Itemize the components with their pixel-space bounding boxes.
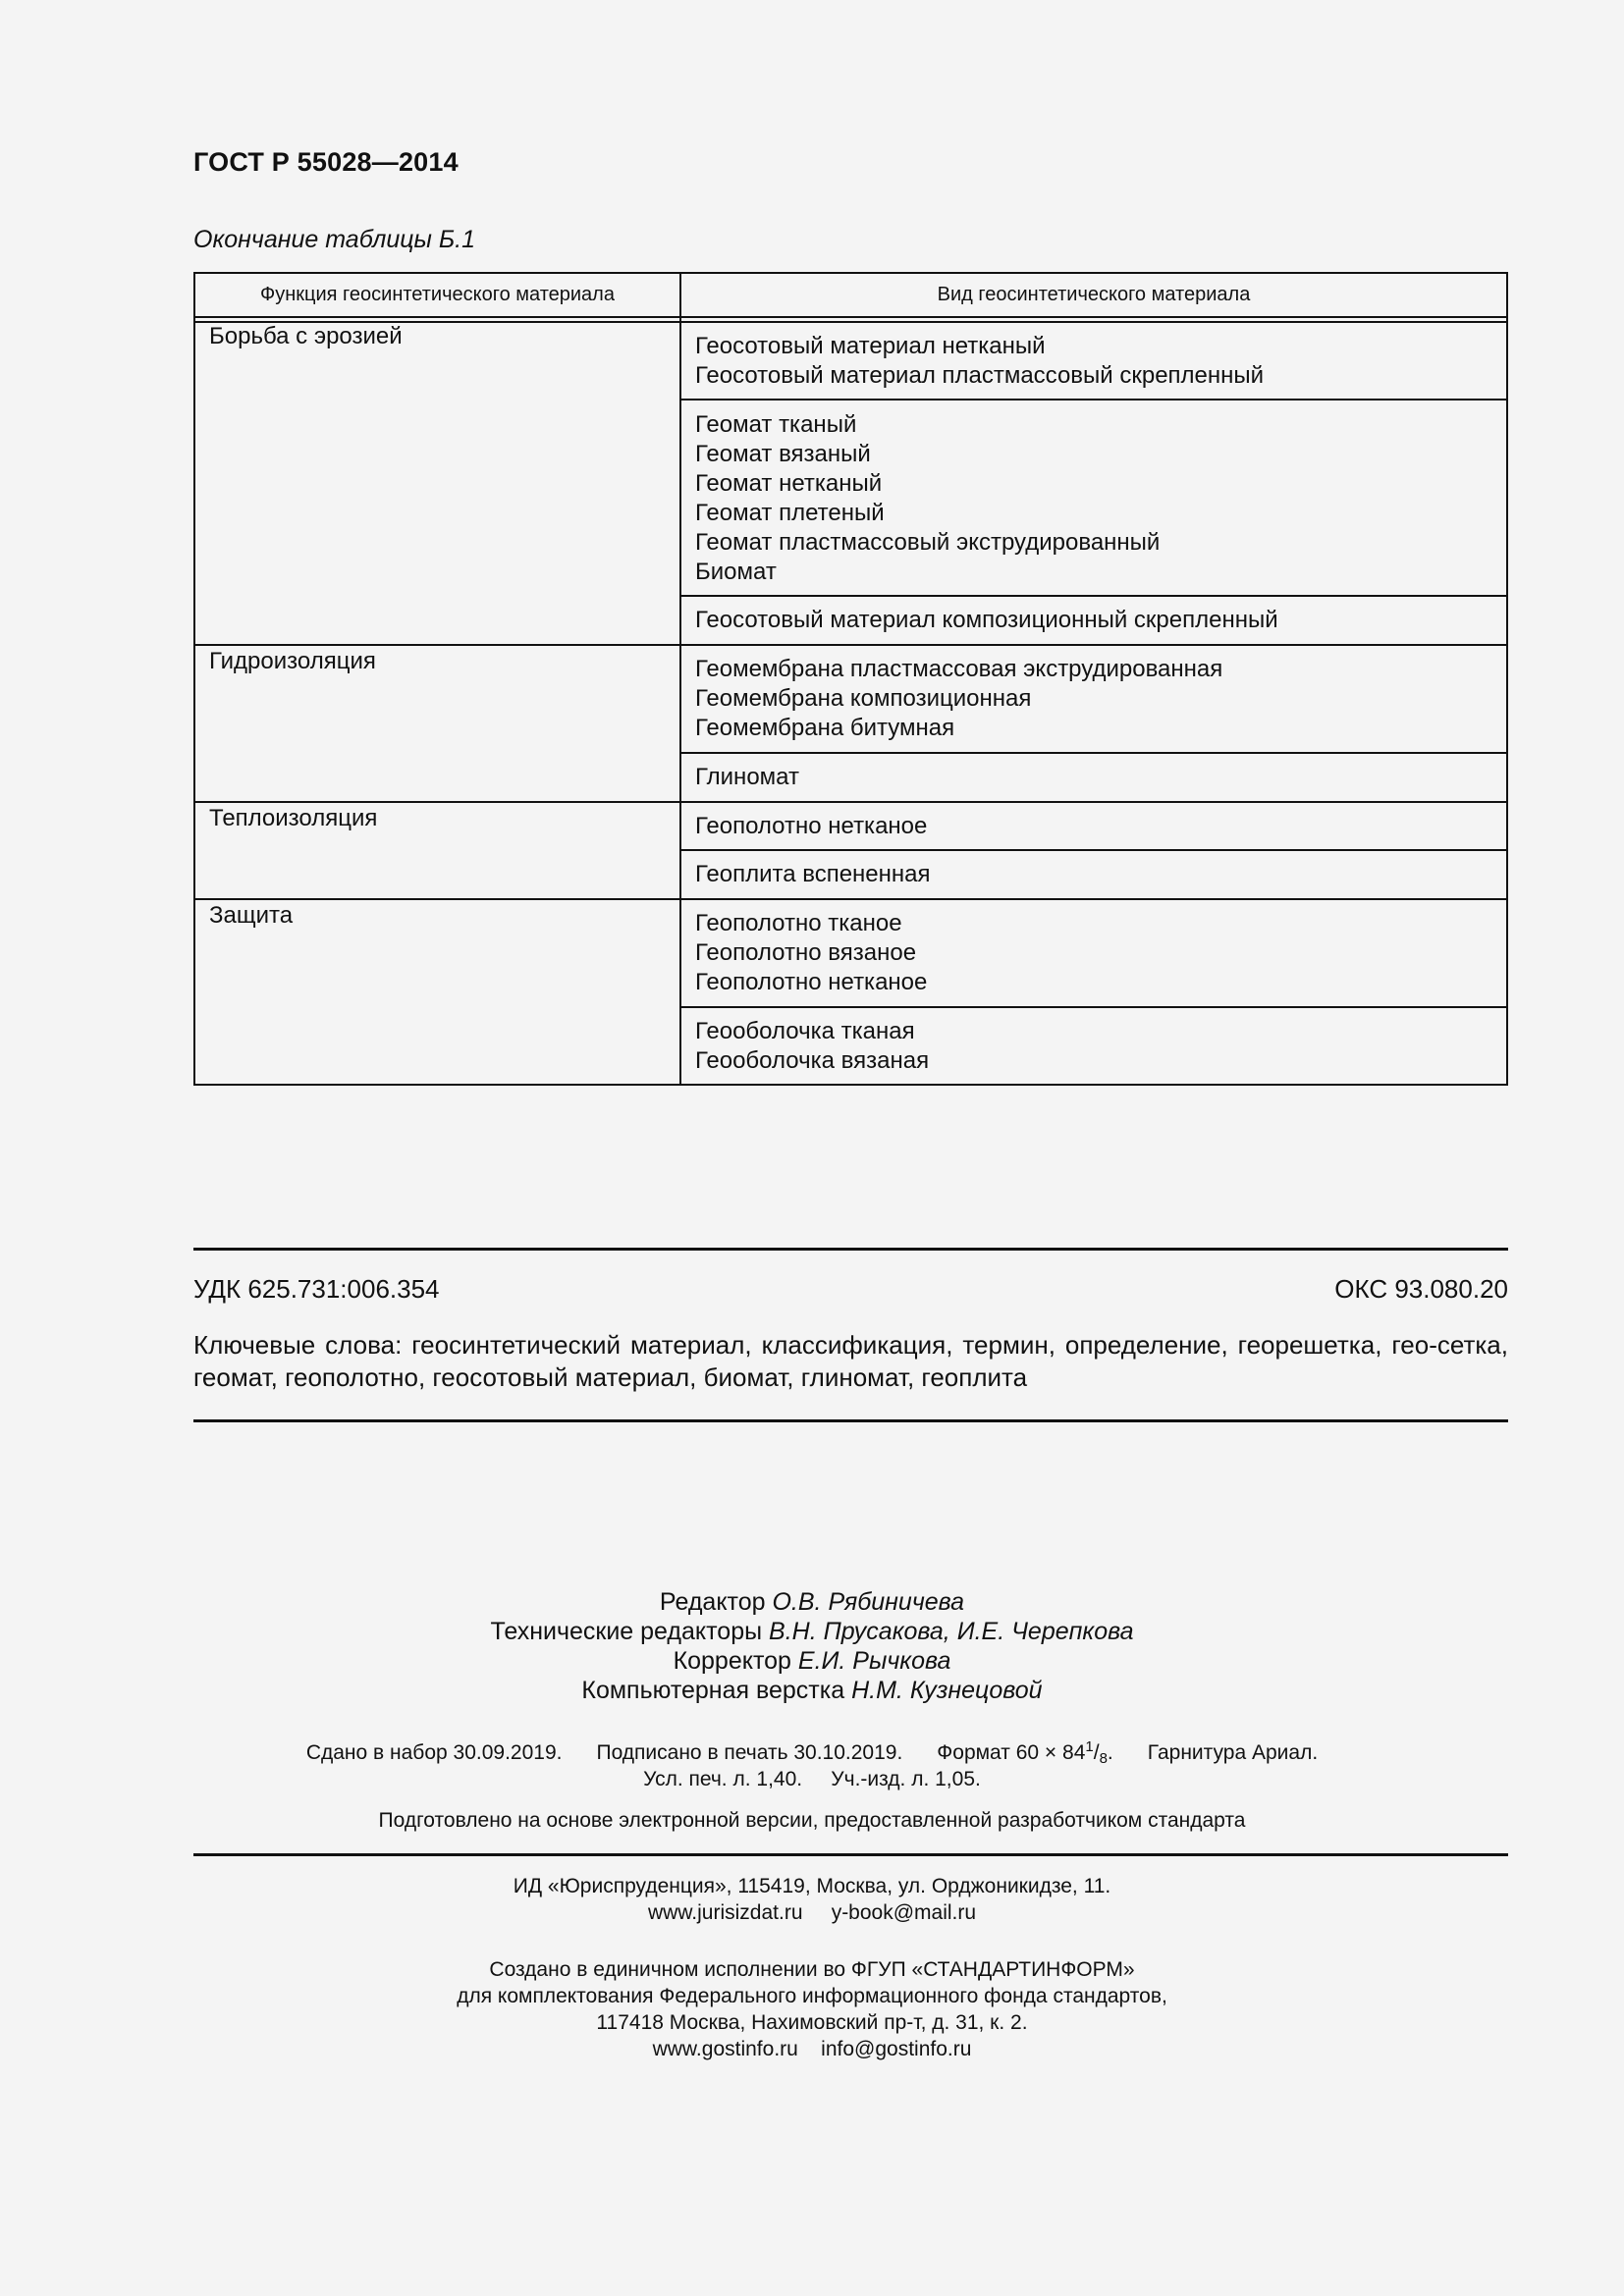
- layout-name: Н.М. Кузнецовой: [851, 1677, 1043, 1704]
- subrow-separator: [679, 752, 1508, 754]
- producer-address: 117418 Москва, Нахимовский пр-т, д. 31, к. 2.: [596, 2011, 1028, 2034]
- subrow-separator: [679, 595, 1508, 597]
- kind-cell: [695, 1017, 929, 1076]
- kind-item: Геооболочка тканая: [695, 1018, 915, 1044]
- kind-cell: [695, 606, 1278, 635]
- table-border-left: [193, 272, 195, 1086]
- kind-item: Биомат: [695, 559, 777, 585]
- kind-item: Геомат плетеный: [695, 500, 885, 526]
- kind-cell: [695, 410, 1160, 587]
- keywords: Ключевые слова: геосинтетический материал, классификация, термин, определение, георешетка, гео-сетка, геомат, геополотно, геосотовый материал, биомат, глиномат, геоплита: [193, 1330, 1508, 1392]
- function-cell: Борьба с эрозией: [209, 323, 403, 349]
- subrow-separator: [679, 849, 1508, 851]
- sheets-line: [0, 1768, 1624, 1791]
- printed-sheets: Усл. печ. л. 1,40.: [643, 1768, 803, 1790]
- oks-code: ОКС 93.080.20: [1334, 1274, 1508, 1304]
- layout-label: Компьютерная верстка: [581, 1677, 845, 1704]
- editor-line: [0, 1588, 1624, 1617]
- group-separator: [193, 898, 1508, 900]
- kind-item: Геомат вязаный: [695, 441, 871, 467]
- classification-table: [193, 272, 1508, 1086]
- kind-item: Геополотно вязаное: [695, 939, 917, 966]
- kind-item: Геополотно нетканое: [695, 813, 928, 839]
- kind-item: Геосотовый материал нетканый: [695, 333, 1046, 359]
- kind-cell: [695, 763, 799, 792]
- kind-item: Геосотовый материал композиционный скрепленный: [695, 607, 1278, 633]
- table-caption: Окончание таблицы Б.1: [193, 226, 475, 253]
- divider: [193, 1853, 1508, 1856]
- corrector-line: [0, 1647, 1624, 1676]
- divider: [193, 1248, 1508, 1251]
- kind-item: Геомембрана битумная: [695, 715, 955, 741]
- kind-item: Геополотно нетканое: [695, 969, 928, 995]
- document-code: ГОСТ Р 55028—2014: [193, 147, 459, 177]
- prepared-note: Подготовлено на основе электронной версии, предоставленной разработчиком стандарта: [378, 1809, 1246, 1832]
- producer-email[interactable]: info@gostinfo.ru: [821, 2038, 972, 2060]
- kind-cell: [695, 909, 927, 997]
- editor-label: Редактор: [659, 1588, 766, 1616]
- function-cell: Гидроизоляция: [209, 648, 376, 674]
- kind-cell: [695, 655, 1222, 743]
- function-cell: Теплоизоляция: [209, 805, 378, 831]
- subrow-separator: [679, 399, 1508, 400]
- publisher-address: ИД «Юриспруденция», 115419, Москва, ул. Орджоникидзе, 11.: [513, 1875, 1111, 1897]
- editor-name: О.В. Рябиничева: [772, 1588, 965, 1616]
- print-info-line: [0, 1738, 1624, 1767]
- tech-editors-names: В.Н. Прусакова, И.Е. Черепкова: [769, 1618, 1134, 1645]
- divider: [193, 1419, 1508, 1422]
- producer-line-2: для комплектования Федерального информационного фонда стандартов,: [457, 1985, 1167, 2007]
- kind-item: Геомат нетканый: [695, 470, 883, 497]
- kind-item: Геомат пластмассовый экструдированный: [695, 529, 1161, 556]
- kind-cell: [695, 332, 1264, 391]
- publisher-site[interactable]: www.jurisizdat.ru: [647, 1901, 803, 1924]
- kind-cell: [695, 812, 927, 841]
- function-cell: Защита: [209, 902, 294, 929]
- producer-contacts: [0, 2038, 1624, 2061]
- table-border-bottom: [193, 1084, 1508, 1086]
- group-separator: [193, 644, 1508, 646]
- column-header-kind: Вид геосинтетического материала: [937, 284, 1251, 305]
- kind-item: Геосотовый материал пластмассовый скрепленный: [695, 362, 1265, 389]
- kind-cell: [695, 860, 931, 889]
- table-border-right: [1506, 272, 1508, 1086]
- kind-item: Глиномат: [695, 764, 799, 790]
- udk-code: УДК 625.731:006.354: [193, 1274, 440, 1304]
- group-separator: [193, 801, 1508, 803]
- layout-line: [0, 1677, 1624, 1705]
- tech-editors-line: [0, 1618, 1624, 1646]
- tech-editors-label: Технические редакторы: [490, 1618, 763, 1645]
- corrector-label: Корректор: [673, 1647, 791, 1675]
- sent-date: Сдано в набор 30.09.2019.: [305, 1741, 563, 1764]
- column-header-function: Функция геосинтетического материала: [260, 284, 615, 305]
- publisher-contacts: [0, 1901, 1624, 1925]
- producer-line-1: Создано в единичном исполнении во ФГУП «СТАНДАРТИНФОРМ»: [489, 1958, 1135, 1981]
- kind-item: Геооболочка вязаная: [695, 1047, 930, 1074]
- typeface: Гарнитура Ариал.: [1147, 1741, 1319, 1764]
- subrow-separator: [679, 1006, 1508, 1008]
- table-column-divider: [679, 272, 681, 1086]
- kind-item: Геомембрана пластмассовая экструдированная: [695, 656, 1223, 682]
- publishing-sheets: Уч.-изд. л. 1,05.: [831, 1768, 981, 1790]
- kind-item: Геополотно тканое: [695, 910, 902, 936]
- corrector-name: Е.И. Рычкова: [797, 1647, 951, 1675]
- paper-format: Формат $60 \times 84^1/_8$.: [937, 1738, 1113, 1767]
- kind-item: Геомембрана композиционная: [695, 685, 1032, 712]
- kind-item: Геоплита вспененная: [695, 861, 931, 887]
- publisher-email[interactable]: y-book@mail.ru: [831, 1901, 977, 1924]
- kind-item: Геомат тканый: [695, 411, 857, 438]
- signed-date: Подписано в печать 30.10.2019.: [596, 1741, 903, 1764]
- producer-site[interactable]: www.gostinfo.ru: [652, 2038, 798, 2060]
